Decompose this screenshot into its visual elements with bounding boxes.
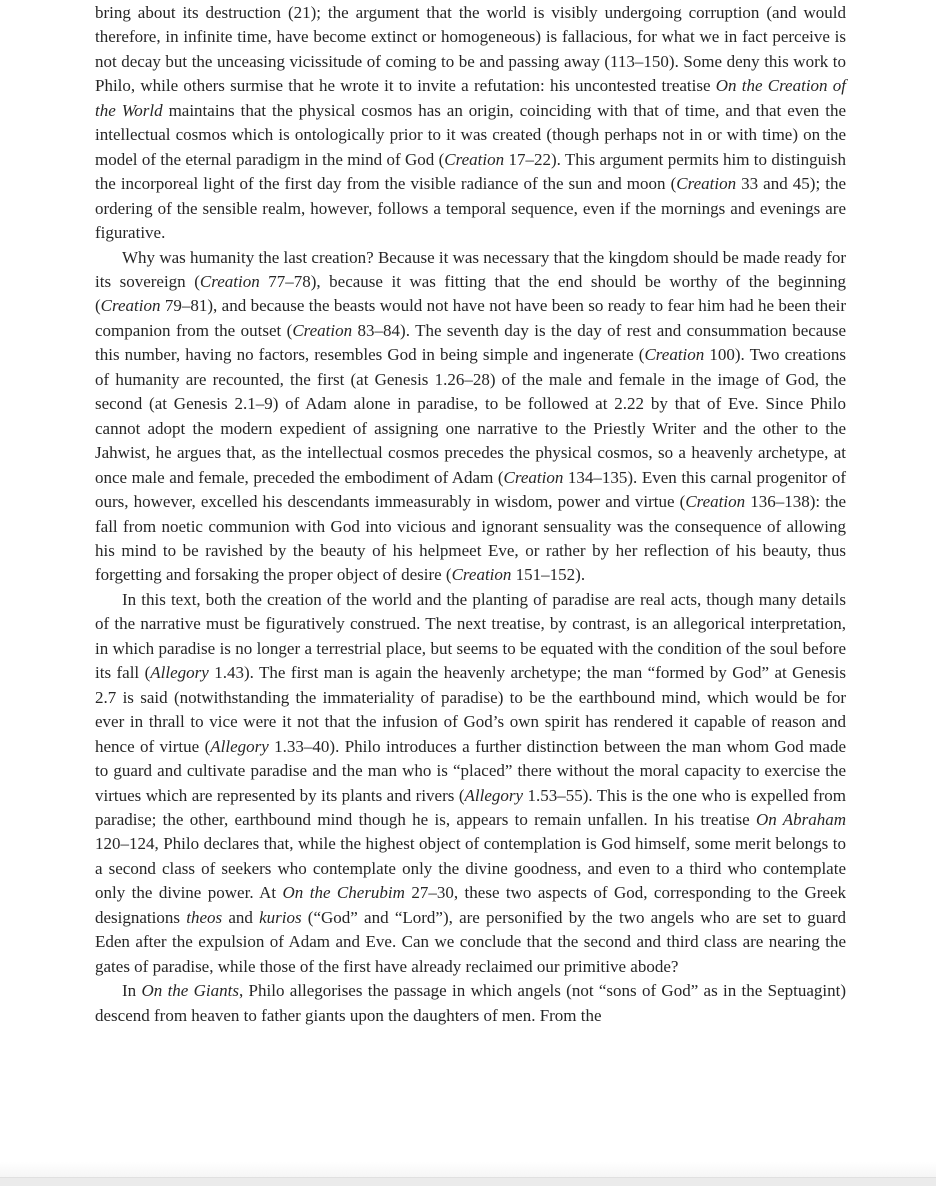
text-run: and [222,907,260,927]
text-run: 100). Two creations of humanity are recounted, the first (at Genesis 1.26–28) of the male and female in the image of God, the second (at Genesis 2.1–9) of Adam alone in paradise, to be followed at 2.22 by that of Eve. Since Philo cannot adopt the modern expedient of assigning one narrative to the Priestly Writer and the other to the Jahwist, he argues that, as the intellectual cosmos precedes the physical cosmos, so a heavenly archetype, at once male and female, preceded the embodiment of Adam ( [95,345,847,487]
italic-run: Allegory [210,736,269,756]
italic-run: Creation [451,565,512,585]
italic-run: Creation [100,296,161,316]
text-run: In this text, both the creation of the world and the planting of paradise are real acts, though many details of the narrative must be figuratively construed. The next treatise, by contrast, is an allegorical interpretation, in which paradise is no longer a terrestrial place, but seems to be equated with the condition of the soul before its fall ( [95,589,846,683]
page-bottom-fade [0,1162,936,1178]
text-run: , Philo allegorises the passage in which angels (not “sons of God” as in the Septuagint) descend from heaven to father giants upon the daughters of men. From the [95,981,847,1025]
text-run: 79–81), and because the beasts would not have not have been so ready to fear him had he been their companion from the outset ( [95,296,846,340]
italic-run: Creation [292,320,353,340]
italic-run: Creation [503,467,564,487]
italic-run: Creation [199,271,260,291]
text-run: 151–152). [511,565,586,585]
text-run: maintains that the physical cosmos has an origin, coinciding with that of time, and that even the intellectual cosmos which is ontologically prior to it was created (though perhaps not in or with time) on the model of the eternal paradigm in the mind of God ( [95,100,846,169]
text-run: bring about its destruction (21); the argument that the world is visibly undergoing corruption (and would therefore, in infinite time, have become extinct or homogeneous) is fallacious, for what we in fact perceive is not decay but the unceasing vicissitude of coming to be and passing away (113–150). Some deny this work to Philo, while others surmise that he wrote it to invite a refutation: his uncontested treatise [95,3,846,96]
page-bottom-edge [0,1177,936,1186]
italic-run: Allegory [150,663,209,683]
text-run: 134–135). Even this carnal progenitor of ours, however, excelled his descendants immeasurably in wisdom, power and virtue ( [95,467,846,512]
italic-run: Creation [644,345,705,365]
text-run: 27–30, these two aspects of God, corresponding to the Greek designations [95,883,847,927]
text-run: 77–78), because it was fitting that the end should be worthy of the beginning ( [95,271,846,316]
text-run: 1.43). The first man is again the heavenly archetype; the man “formed by God” at Genesis 2.7 is said (notwithstanding the immateriality of paradise) to be the earthbound mind, which would be for ever in thrall to vice were it not that the infusion of God’s own spirit has rendered it capable of reason and hence of virtue ( [95,663,846,756]
text-run: (“God” and “Lord”), are personified by the two angels who are set to guard Eden after the expulsion of Adam and Eve. Can we conclude that the second and third class are nearing the gates of paradise, while those of the first have already reclaimed our primitive abode? [95,907,847,976]
italic-run: Creation [444,149,505,169]
italic-run: theos [186,907,223,927]
text-run: Why was humanity the last creation? Because it was necessary that the kingdom should be made ready for its sovereign ( [95,247,846,291]
italic-run: On Abraham [755,809,846,829]
italic-run: On the Giants [141,981,239,1001]
italic-run: Creation [676,174,737,194]
paragraph [95,1,846,246]
text-run: 83–84). The seventh day is the day of rest and consummation because this number, having no factors, resembles God in being simple and ingenerate ( [95,320,847,365]
italic-run: Allegory [464,785,524,805]
paragraph [95,246,846,588]
text-run: 136–138): the fall from noetic communion with God into vicious and ignorant sensuality was the consequence of allowing his mind to be ravished by the beauty of his helpmeet Eve, or rather by her reflection of his beauty, thus forgetting and forsaking the proper object of desire ( [95,492,846,585]
italic-run: On the Creation of the World [95,76,846,120]
italic-run: Creation [685,492,746,512]
italic-run: kurios [259,907,302,927]
paragraph [95,588,846,979]
paragraph [95,979,846,1028]
text-run: 33 and 45); the ordering of the sensible realm, however, follows a temporal sequence, even if the mornings and evenings are figurative. [95,174,846,243]
text-run: 1.33–40). Philo introduces a further distinction between the man whom God made to guard and cultivate paradise and the man who is “placed” there without the moral capacity to exercise the virtues which are represented by its plants and rivers ( [95,736,846,805]
text-run: In [122,981,142,1001]
text-run: 17–22). This argument permits him to distinguish the incorporeal light of the first day from the visible radiance of the sun and moon ( [95,149,846,194]
text-run: 120–124, Philo declares that, while the highest object of contemplation is God himself, some merit belongs to a second class of seekers who contemplate only the divine goodness, and even to a third who contemplate only the divine power. At [95,834,846,903]
text-column [95,1,846,1028]
text-run: 1.53–55). This is the one who is expelled from paradise; the other, earthbound mind though he is, appears to remain unfallen. In his treatise [95,785,846,829]
italic-run: On the Cherubim [282,883,405,903]
